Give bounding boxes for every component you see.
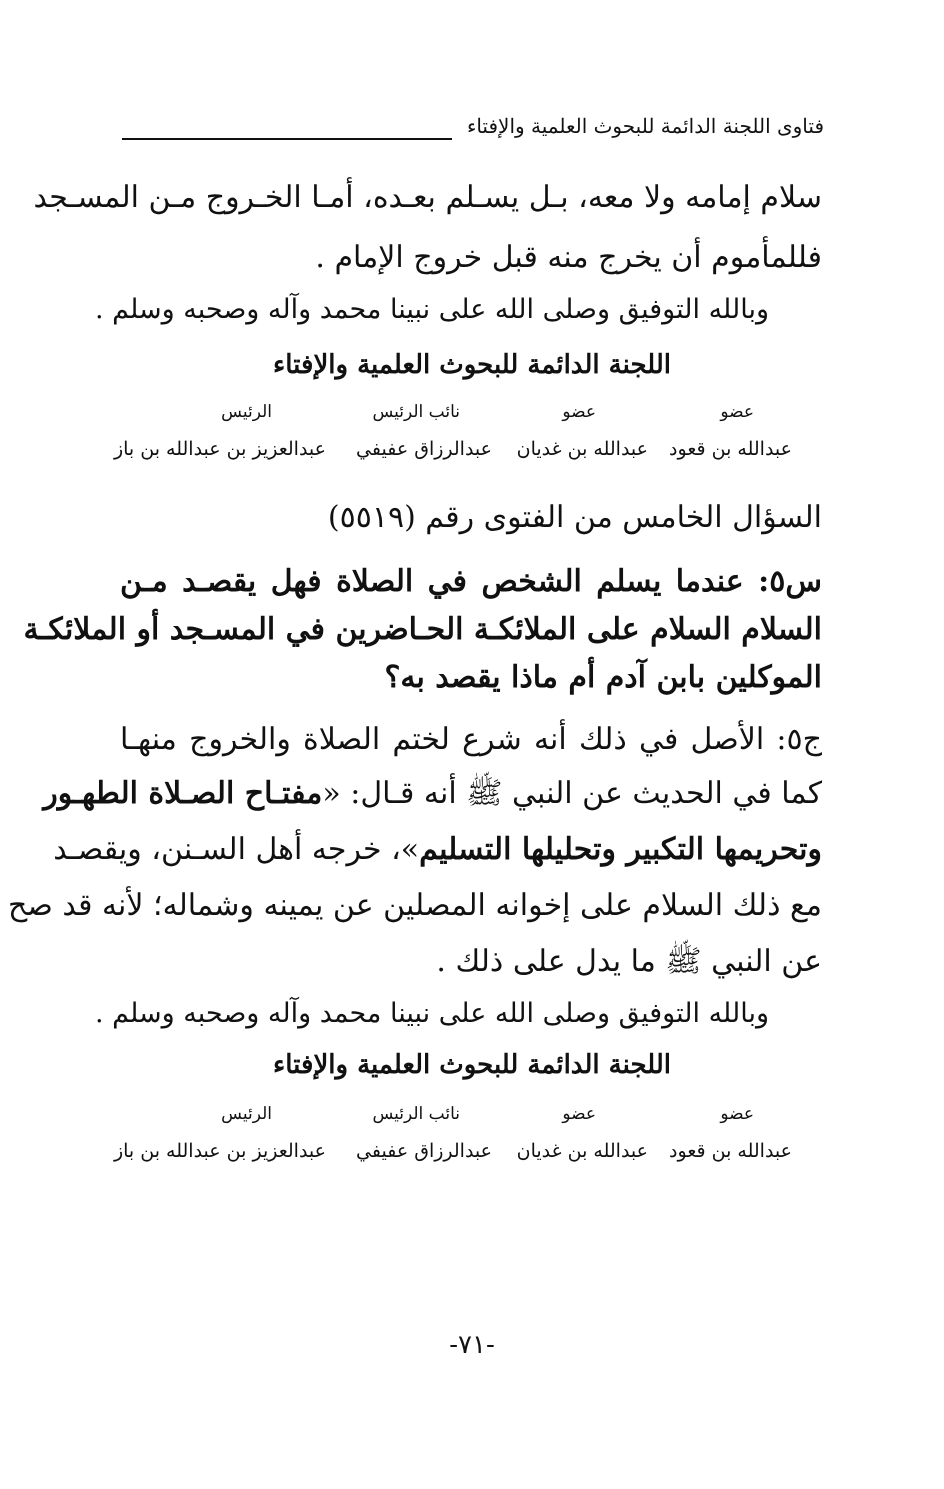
- answer-line: ج٥: الأصل في ذلك أنه شرع لختم الصلاة والخروج منهـا: [120, 722, 822, 757]
- answer-line: عن النبي ﷺ ما يدل على ذلك .: [436, 944, 822, 979]
- signatory-role: عضو: [562, 402, 596, 422]
- header-rule: [122, 138, 452, 140]
- hadith-quote: وتحريمها التكبير وتحليلها التسليم: [419, 832, 822, 867]
- answer-text: »، خرجه أهل السـنن، ويقصـد: [53, 832, 420, 867]
- committee-title: اللجنة الدائمة للبحوث العلمية والإفتاء: [273, 350, 671, 380]
- committee-title: اللجنة الدائمة للبحوث العلمية والإفتاء: [273, 1050, 671, 1080]
- body-line: سلام إمامه ولا معه، بـل يسـلم بعـده، أمـا الخـروج مـن المسـجد: [33, 180, 822, 215]
- signatory-name: عبدالرزاق عفيفي: [356, 1140, 492, 1162]
- signatory-name: عبدالله بن قعود: [669, 1140, 792, 1162]
- closing-prayer: وبالله التوفيق وصلى الله على نبينا محمد وآله وصحبه وسلم .: [94, 294, 769, 325]
- question-line: السلام السلام على الملائكـة الحـاضرين في المسـجد أو الملائكـة: [23, 612, 822, 647]
- signatory-role: عضو: [720, 402, 754, 422]
- signatory-role: الرئيس: [221, 1104, 272, 1124]
- signatory-role: نائب الرئيس: [372, 402, 460, 422]
- signatory-role: الرئيس: [221, 402, 272, 422]
- signatory-role: عضو: [562, 1104, 596, 1124]
- page-number: -٧١-: [449, 1330, 495, 1360]
- signatory-name: عبدالرزاق عفيفي: [356, 438, 492, 460]
- answer-text: كما في الحديث عن النبي ﷺ أنه قـال: «: [322, 776, 822, 811]
- question-line: الموكلين بابن آدم أم ماذا يقصد به؟: [384, 660, 822, 695]
- signatory-name: عبدالله بن غديان: [516, 438, 648, 460]
- answer-line: مع ذلك السلام على إخوانه المصلين عن يمينه وشماله؛ لأنه قد صح: [7, 888, 822, 923]
- signatory-name: عبدالعزيز بن عبدالله بن باز: [113, 1140, 326, 1162]
- signatory-role: نائب الرئيس: [372, 1104, 460, 1124]
- answer-line: [43, 774, 822, 814]
- signatory-name: عبدالله بن غديان: [516, 1140, 648, 1162]
- question-line: س٥: عندما يسلم الشخص في الصلاة فهل يقصـد مـن: [120, 564, 822, 599]
- signatory-name: عبدالله بن قعود: [669, 438, 792, 460]
- signatory-name: عبدالعزيز بن عبدالله بن باز: [113, 438, 326, 460]
- hadith-quote: مفتـاح الصـلاة الطهـور: [43, 776, 323, 811]
- body-line: فللمأموم أن يخرج منه قبل خروج الإمام .: [315, 240, 822, 275]
- answer-line: [53, 830, 822, 870]
- closing-prayer: وبالله التوفيق وصلى الله على نبينا محمد وآله وصحبه وسلم .: [94, 998, 769, 1029]
- signatory-role: عضو: [720, 1104, 754, 1124]
- fatwa-heading: السؤال الخامس من الفتوى رقم (٥٥١٩): [327, 500, 822, 535]
- header-title: فتاوى اللجنة الدائمة للبحوث العلمية والإفتاء: [466, 114, 824, 138]
- running-header: [122, 114, 824, 144]
